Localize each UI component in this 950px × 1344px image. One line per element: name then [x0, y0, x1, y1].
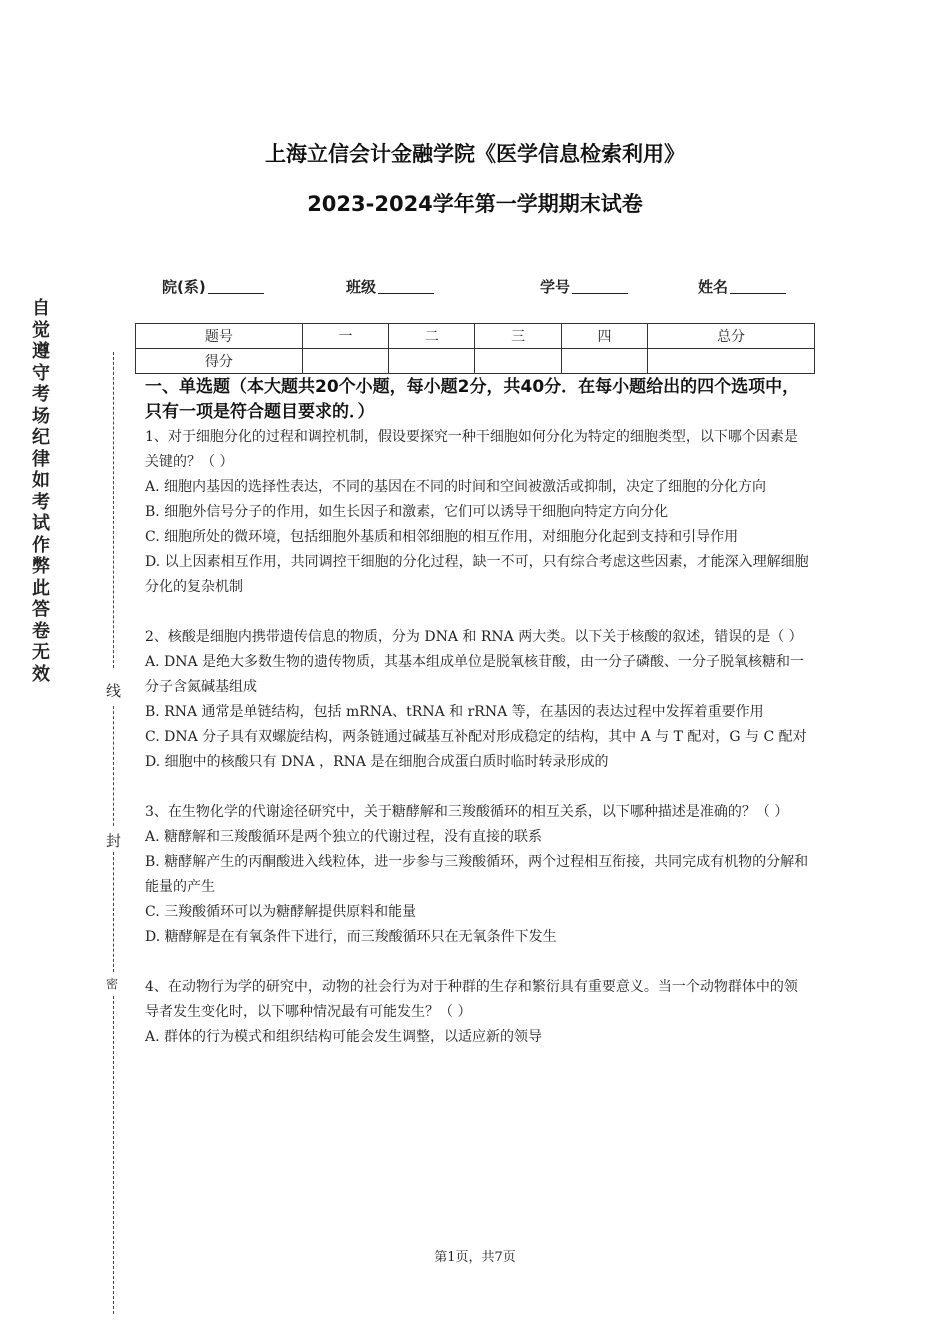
binding-line-dash — [113, 996, 114, 1314]
spacer — [145, 950, 810, 975]
class-blank[interactable] — [378, 279, 434, 294]
option-b[interactable]: B. 糖酵解产生的丙酮酸进入线粒体，进一步参与三羧酸循环，两个过程相互衔接，共同完成有机物的分解和能量的产生 — [145, 854, 809, 895]
option-b[interactable]: B. 细胞外信号分子的作用，如生长因子和激素，它们可以诱导干细胞向特定方向分化 — [145, 504, 669, 520]
question-1 — [145, 425, 810, 600]
score-table-score-row — [136, 349, 815, 374]
score-cell[interactable] — [648, 349, 815, 374]
section-title: 一、单选题（本大题共20个小题，每小题2分，共40分．在每小题给出的四个选项中，只有一项是符合题目要求的．） — [145, 377, 800, 422]
dept-blank[interactable] — [208, 279, 264, 294]
spacer — [145, 775, 810, 800]
integrity-char: 律 — [32, 448, 50, 470]
integrity-char: 纪 — [32, 427, 50, 448]
page-footer: 第1页，共7页 — [434, 1250, 516, 1265]
score-header-cell: 二 — [389, 324, 475, 349]
option-a[interactable]: A. 糖酵解和三羧酸循环是两个独立的代谢过程，没有直接的联系 — [145, 829, 543, 845]
score-header-cell: 题号 — [136, 324, 303, 349]
integrity-char: 考 — [32, 491, 50, 513]
integrity-char: 答 — [32, 599, 50, 620]
integrity-char: 效 — [32, 663, 50, 685]
binding-label-seal: 封 — [106, 832, 122, 850]
integrity-char: 此 — [32, 577, 50, 599]
integrity-notice — [30, 298, 52, 685]
exam-title-line2: 2023-2024学年第一学期期末试卷 — [307, 192, 643, 216]
exam-title-line1: 上海立信会计金融学院《医学信息检索利用》 — [265, 142, 685, 166]
option-d[interactable]: D. 糖酵解是在有氧条件下进行，而三羧酸循环只在无氧条件下发生 — [145, 929, 557, 945]
option-d[interactable]: D. 细胞中的核酸只有 DNA ，RNA 是在细胞合成蛋白质时临时转录形成的 — [145, 754, 609, 770]
question-stem: 2、核酸是细胞内携带遗传信息的物质，分为 DNA 和 RNA 两大类。以下关于核酸的叙述，错误的是（ ） — [145, 629, 803, 645]
spacer — [145, 600, 810, 625]
name-field — [698, 276, 786, 297]
option-b[interactable]: B. RNA 通常是单链结构，包括 mRNA、tRNA 和 rRNA 等，在基因的表达过程中发挥着重要作用 — [145, 704, 764, 720]
score-row-label: 得分 — [136, 349, 303, 374]
binding-label-secret: 密 — [106, 977, 119, 991]
integrity-char: 试 — [32, 513, 50, 534]
integrity-char: 作 — [32, 534, 50, 556]
question-stem: 1、对于细胞分化的过程和调控机制，假设要探究一种干细胞如何分化为特定的细胞类型，以下哪个因素是关键的？（ ） — [145, 429, 798, 470]
integrity-char: 觉 — [32, 319, 50, 341]
option-c[interactable]: C. 细胞所处的微环境，包括细胞外基质和相邻细胞的相互作用，对细胞分化起到支持和引导作用 — [145, 529, 739, 545]
student-id-blank[interactable] — [572, 279, 628, 294]
integrity-char: 无 — [32, 642, 50, 663]
integrity-char: 考 — [32, 384, 50, 405]
question-4 — [145, 975, 810, 1050]
option-c[interactable]: C. DNA 分子具有双螺旋结构，两条链通过碱基互补配对形成稳定的结构，其中 A 与 T 配对，G 与 C 配对 — [145, 729, 807, 745]
score-header-cell: 四 — [561, 324, 647, 349]
option-a[interactable]: A. 细胞内基因的选择性表达，不同的基因在不同的时间和空间被激活或抑制，决定了细胞的分化方向 — [145, 479, 767, 495]
integrity-char: 场 — [32, 405, 50, 427]
question-2 — [145, 625, 810, 775]
score-cell[interactable] — [302, 349, 388, 374]
score-header-cell: 一 — [302, 324, 388, 349]
score-table-header-row — [136, 324, 815, 349]
integrity-char: 弊 — [32, 556, 50, 577]
option-d[interactable]: D. 以上因素相互作用，共同调控干细胞的分化过程，缺一不可，只有综合考虑这些因素，才能深入理解细胞分化的复杂机制 — [145, 554, 809, 595]
integrity-char: 卷 — [32, 620, 50, 642]
question-stem: 4、在动物行为学的研究中，动物的社会行为对于种群的生存和繁衍具有重要意义。当一个动物群体中的领导者发生变化时，以下哪种情况最有可能发生？（ ） — [145, 979, 798, 1020]
integrity-char: 遵 — [32, 341, 50, 362]
integrity-char: 守 — [32, 362, 50, 384]
binding-line-dash — [113, 352, 114, 668]
score-header-cell: 总分 — [648, 324, 815, 349]
question-stem: 3、在生物化学的代谢途径研究中，关于糖酵解和三羧酸循环的相互关系，以下哪种描述是准确的？（ ） — [145, 804, 789, 820]
option-c[interactable]: C. 三羧酸循环可以为糖酵解提供原料和能量 — [145, 904, 417, 920]
binding-label-line: 线 — [106, 682, 122, 700]
option-a[interactable]: A. DNA 是绝大多数生物的遗传物质，其基本组成单位是脱氧核苷酸，由一分子磷酸、一分子脱氧核糖和一分子含氮碱基组成 — [145, 654, 805, 695]
name-label: 姓名 — [698, 278, 729, 296]
binding-line-dash — [113, 706, 114, 826]
integrity-char: 自 — [32, 298, 50, 319]
class-label: 班级 — [346, 278, 377, 296]
score-header-cell: 三 — [475, 324, 561, 349]
score-cell[interactable] — [389, 349, 475, 374]
score-cell[interactable] — [475, 349, 561, 374]
exam-content — [145, 375, 810, 1050]
option-a[interactable]: A. 群体的行为模式和组织结构可能会发生调整，以适应新的领导 — [145, 1029, 543, 1045]
score-cell[interactable] — [561, 349, 647, 374]
dept-field — [162, 276, 264, 297]
binding-line-dash — [113, 852, 114, 972]
name-blank[interactable] — [730, 279, 786, 294]
question-3 — [145, 800, 810, 950]
score-table — [135, 323, 815, 374]
integrity-char: 如 — [32, 470, 50, 491]
class-field — [346, 276, 434, 297]
student-id-label: 学号 — [540, 278, 571, 296]
dept-label: 院(系) — [162, 278, 206, 296]
student-id-field — [540, 276, 628, 297]
